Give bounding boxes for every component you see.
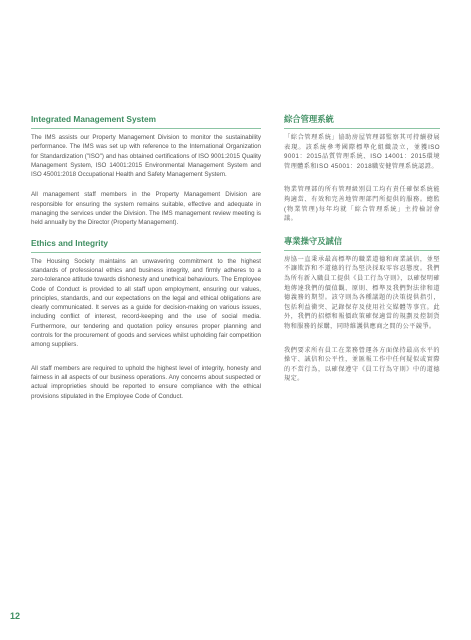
ims-paragraph-1-en: The IMS assists our Property Management Division to monitor the sustainability performance. The IMS was set up with reference to the International Organization for Standardization ("ISO") and has obtained certifications of ISO 9001:2015 Quality Management System, ISO 14001:2015 Environmental Management System and ISO 45001:2018 Occupational Health and Safety Management System. <box>31 134 261 179</box>
ethics-paragraph-1-en: The Housing Society maintains an unwavering commitment to the highest standards of professional ethics and business integrity, and firmly adheres to a zero-tolerance attitude towards dishonesty and unethical behaviours. The Employee Code of Conduct is provided to all staff upon employment, ensuring our values, principles, standards, and our expectations on the legal and ethical obligations are clearly communicated. It serves as a guide for decision-making on various issues, including conflict of interest, record-keeping and the use of social media. Furthermore, our tendering and quotation policy ensures proper planning and controls for the procurement of goods and services whilst upholding fair competition among suppliers. <box>31 257 261 349</box>
page-number: 12 <box>10 611 21 621</box>
ims-paragraph-1-zh: 「綜合管理系統」協助房屋管理部監察其可持續發展表現。該系統參考國際標準化組織設立，並獲ISO 9001：2015品質管理系統、ISO 14001：2015環境管理體系和ISO 45001：2018職安健管理系統認證。 <box>284 134 440 170</box>
ethics-heading-zh: 專業操守及誠信 <box>284 235 440 251</box>
english-column <box>31 113 261 401</box>
ims-paragraph-2-zh: 物業管理部的所有管理級別員工均有責任確保系統能夠適當、有效和完善地管理部門所提供的服務。總監(物業管理)每年均就「綜合管理系統」主持檢討會議。 <box>284 186 440 223</box>
ims-heading-zh: 綜合管理系統 <box>284 113 440 129</box>
ims-paragraph-2-en: All management staff members in the Property Management Division are responsible for ensuring the system remains suitable, effective and adequate in managing the services under the Division. The IMS management review meeting is held annually by the Director (Property Management). <box>31 191 261 227</box>
ethics-paragraph-2-zh: 我們要求所有員工在業務營運各方面保持最高水平的操守、誠信和公平性，並匯報工作中任何疑似或實際的不當行為，以確保遵守《員工行為守則》中的道德規定。 <box>284 346 440 383</box>
ethics-heading-en: Ethics and Integrity <box>31 237 261 253</box>
ims-heading-en: Integrated Management System <box>31 113 261 129</box>
chinese-column <box>284 113 440 384</box>
ethics-paragraph-1-zh: 房協一直秉承最高標準的職業道德和商業誠信，並堅不讓欺詐和不道德的行為堅決採取零容忍態度。我們為所有新入職員工提供《員工行為守則》，以確保明確地傳達我們的價值觀、原則、標準及我們對法律和道德義務的期望。該守則為各種議題的決策提供指引，包括利益衝突、記錄保存及使用社交媒體等事宜。此外，我們的招標和報價政策確保適當的規劃及控制貨物和服務的採購，同時維護供應商之間的公平競爭。 <box>284 255 440 330</box>
ethics-paragraph-2-en: All staff members are required to uphold the highest level of integrity, honesty and fairness in all aspects of our business operations. Any concerns about suspected or actual improprieties should be reported to ensure compliance with the ethical provisions stipulated in the Employee Code of Conduct. <box>31 364 261 400</box>
